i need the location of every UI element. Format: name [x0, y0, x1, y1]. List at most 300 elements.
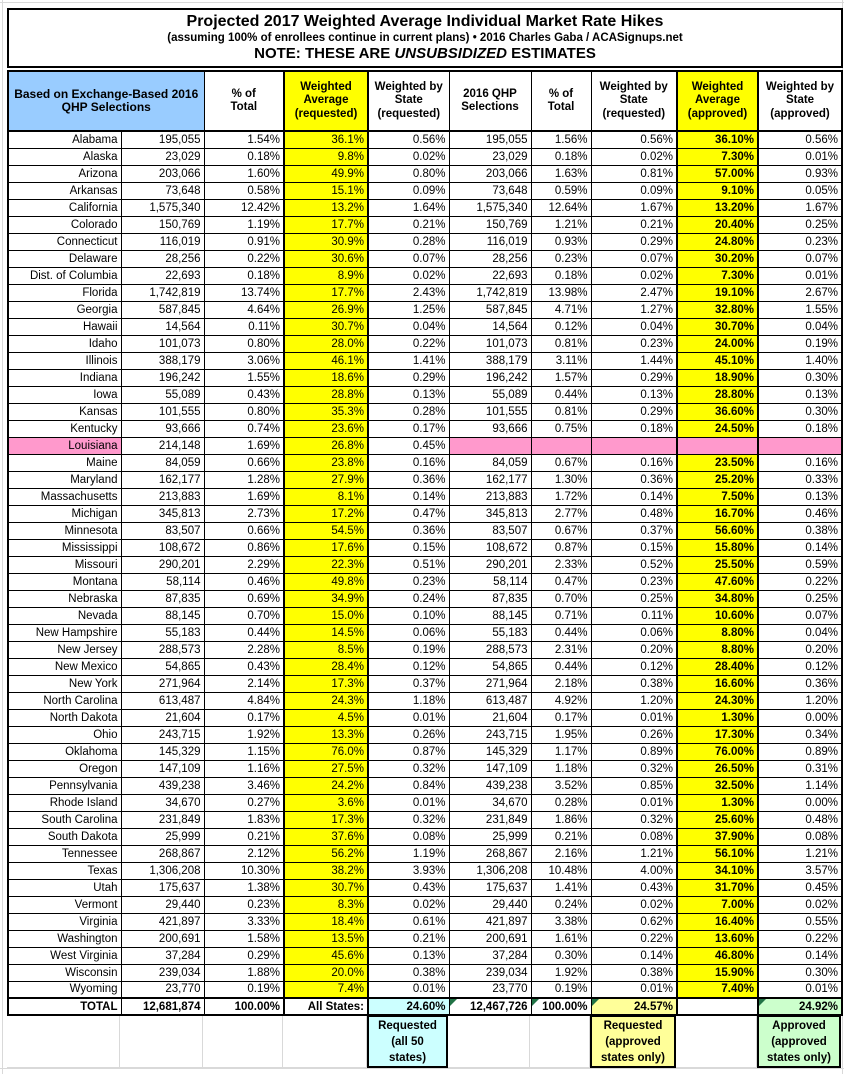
value-cell: 587,845: [449, 301, 531, 318]
footer-box-line: Approved: [772, 1020, 826, 1032]
value-cell: 0.81%: [531, 335, 591, 352]
value-cell: 388,179: [449, 352, 531, 369]
value-cell: 1.41%: [531, 879, 591, 896]
value-cell: 0.81%: [531, 403, 591, 420]
value-cell: 14.5%: [284, 624, 368, 641]
value-cell: 0.46%: [758, 505, 842, 522]
value-cell: 55,089: [449, 386, 531, 403]
value-cell: 0.32%: [591, 811, 677, 828]
value-cell: 8.9%: [284, 267, 368, 284]
value-cell: 4.84%: [204, 692, 284, 709]
value-cell: 0.16%: [368, 454, 449, 471]
value-cell: 57.00%: [677, 165, 758, 182]
state-cell: South Dakota: [8, 828, 121, 845]
value-cell: 2.47%: [591, 284, 677, 301]
table-row: [8, 199, 842, 216]
value-cell: 1.61%: [531, 930, 591, 947]
value-cell: 147,109: [121, 760, 204, 777]
note-suffix: ESTIMATES: [506, 45, 596, 62]
value-cell: 0.04%: [758, 318, 842, 335]
value-cell: 1.15%: [204, 743, 284, 760]
value-cell: [758, 437, 842, 454]
value-cell: 0.37%: [591, 522, 677, 539]
value-cell: 231,849: [121, 811, 204, 828]
value-cell: 9.10%: [677, 182, 758, 199]
value-cell: 0.06%: [368, 624, 449, 641]
footer-box-line: states): [388, 1052, 427, 1064]
value-cell: 0.71%: [531, 607, 591, 624]
footer-empty-cell: [7, 1016, 120, 1068]
state-cell: Indiana: [8, 369, 121, 386]
value-cell: 0.44%: [531, 386, 591, 403]
value-cell: 3.52%: [531, 777, 591, 794]
value-cell: 16.40%: [677, 913, 758, 930]
value-cell: 0.02%: [368, 896, 449, 913]
table-row: [8, 233, 842, 250]
value-cell: 88,145: [121, 607, 204, 624]
value-cell: 2.67%: [758, 284, 842, 301]
value-cell: 0.30%: [531, 947, 591, 964]
value-cell: 3.93%: [368, 862, 449, 879]
footer-box-line: Requested: [603, 1020, 663, 1032]
value-cell: 58,114: [121, 573, 204, 590]
state-cell: Massachusetts: [8, 488, 121, 505]
value-cell: 0.23%: [368, 573, 449, 590]
value-cell: 49.8%: [284, 573, 368, 590]
value-cell: 14,564: [449, 318, 531, 335]
value-cell: 1.21%: [758, 845, 842, 862]
value-cell: 0.18%: [531, 148, 591, 165]
value-cell: 1.60%: [204, 165, 284, 182]
value-cell: 0.12%: [758, 658, 842, 675]
footer-box-line: states only): [767, 1052, 831, 1064]
state-cell: West Virginia: [8, 947, 121, 964]
value-cell: 1.54%: [204, 131, 284, 148]
value-cell: 0.46%: [204, 573, 284, 590]
value-cell: 25.50%: [677, 556, 758, 573]
value-cell: 0.01%: [591, 794, 677, 811]
value-cell: 0.00%: [758, 709, 842, 726]
value-cell: 0.14%: [758, 539, 842, 556]
table-row: [8, 896, 842, 913]
value-cell: 14,564: [121, 318, 204, 335]
value-cell: 13.74%: [204, 284, 284, 301]
value-cell: 288,573: [449, 641, 531, 658]
state-cell: Dist. of Columbia: [8, 267, 121, 284]
value-cell: 0.87%: [531, 539, 591, 556]
value-cell: 0.58%: [204, 182, 284, 199]
value-cell: 0.93%: [531, 233, 591, 250]
value-cell: 12.64%: [531, 199, 591, 216]
value-cell: 200,691: [121, 930, 204, 947]
value-cell: 243,715: [121, 726, 204, 743]
state-cell: California: [8, 199, 121, 216]
value-cell: 54,865: [449, 658, 531, 675]
value-cell: 0.25%: [758, 216, 842, 233]
value-cell: 28,256: [121, 250, 204, 267]
value-cell: 0.08%: [368, 828, 449, 845]
table-row: [8, 573, 842, 590]
value-cell: 150,769: [121, 216, 204, 233]
value-cell: 25,999: [449, 828, 531, 845]
value-cell: 1.92%: [531, 964, 591, 981]
table-row: [8, 505, 842, 522]
table-row: [8, 556, 842, 573]
state-cell: New Mexico: [8, 658, 121, 675]
value-cell: 1.67%: [758, 199, 842, 216]
value-cell: 0.25%: [758, 590, 842, 607]
value-cell: 0.18%: [531, 267, 591, 284]
table-row: [8, 743, 842, 760]
state-cell: Colorado: [8, 216, 121, 233]
value-cell: 15.0%: [284, 607, 368, 624]
state-cell: North Dakota: [8, 709, 121, 726]
col-header-weighted-average-requested: Weighted Average (requested): [284, 71, 368, 131]
value-cell: 0.36%: [368, 471, 449, 488]
value-cell: 7.40%: [677, 981, 758, 998]
value-cell: 0.17%: [368, 420, 449, 437]
value-cell: 1.64%: [368, 199, 449, 216]
value-cell: 28.4%: [284, 658, 368, 675]
state-cell: Virginia: [8, 913, 121, 930]
value-cell: 26.9%: [284, 301, 368, 318]
value-cell: 0.34%: [758, 726, 842, 743]
value-cell: 1.57%: [531, 369, 591, 386]
header-row: [8, 71, 842, 131]
value-cell: 36.60%: [677, 403, 758, 420]
value-cell: 0.12%: [368, 658, 449, 675]
value-cell: 8.1%: [284, 488, 368, 505]
state-cell: South Carolina: [8, 811, 121, 828]
value-cell: 10.30%: [204, 862, 284, 879]
value-cell: 0.48%: [591, 505, 677, 522]
value-cell: 17.3%: [284, 675, 368, 692]
value-cell: 2.29%: [204, 556, 284, 573]
value-cell: 7.00%: [677, 896, 758, 913]
value-cell: 0.56%: [368, 131, 449, 148]
value-cell: 145,329: [449, 743, 531, 760]
total-weighted-avg-approved: 24.92%: [758, 998, 842, 1015]
value-cell: 1.30%: [531, 471, 591, 488]
value-cell: 439,238: [449, 777, 531, 794]
value-cell: 0.22%: [368, 335, 449, 352]
value-cell: 16.70%: [677, 505, 758, 522]
table-row: [8, 607, 842, 624]
value-cell: 0.75%: [531, 420, 591, 437]
state-cell: Oklahoma: [8, 743, 121, 760]
value-cell: 49.9%: [284, 165, 368, 182]
value-cell: 268,867: [449, 845, 531, 862]
value-cell: 0.86%: [204, 539, 284, 556]
value-cell: 0.19%: [368, 641, 449, 658]
value-cell: 18.6%: [284, 369, 368, 386]
value-cell: 0.69%: [204, 590, 284, 607]
value-cell: 30.7%: [284, 318, 368, 335]
value-cell: 1.95%: [531, 726, 591, 743]
value-cell: 93,666: [121, 420, 204, 437]
value-cell: 0.02%: [368, 267, 449, 284]
value-cell: 24.50%: [677, 420, 758, 437]
value-cell: 34.9%: [284, 590, 368, 607]
state-cell: New York: [8, 675, 121, 692]
value-cell: 0.91%: [204, 233, 284, 250]
value-cell: 0.48%: [758, 811, 842, 828]
value-cell: 13.3%: [284, 726, 368, 743]
value-cell: 0.31%: [758, 760, 842, 777]
table-row: [8, 675, 842, 692]
value-cell: 0.81%: [591, 165, 677, 182]
value-cell: 4.5%: [284, 709, 368, 726]
value-cell: 37.6%: [284, 828, 368, 845]
value-cell: 76.0%: [284, 743, 368, 760]
value-cell: 3.33%: [204, 913, 284, 930]
state-cell: Kansas: [8, 403, 121, 420]
value-cell: 23,029: [449, 148, 531, 165]
value-cell: [531, 437, 591, 454]
value-cell: 17.2%: [284, 505, 368, 522]
value-cell: 0.11%: [591, 607, 677, 624]
value-cell: 0.20%: [591, 641, 677, 658]
rate-hikes-table: [7, 70, 843, 1016]
state-cell: Delaware: [8, 250, 121, 267]
value-cell: 196,242: [121, 369, 204, 386]
table-row: [8, 148, 842, 165]
value-cell: 7.30%: [677, 148, 758, 165]
value-cell: 0.56%: [591, 131, 677, 148]
value-cell: 13.2%: [284, 199, 368, 216]
note-italic-word: UNSUBSIDIZED: [394, 45, 507, 62]
value-cell: [591, 437, 677, 454]
value-cell: 87,835: [121, 590, 204, 607]
value-cell: 116,019: [121, 233, 204, 250]
value-cell: 32.80%: [677, 301, 758, 318]
value-cell: 0.62%: [591, 913, 677, 930]
value-cell: 0.22%: [758, 930, 842, 947]
value-cell: 34.10%: [677, 862, 758, 879]
value-cell: 0.23%: [204, 896, 284, 913]
table-row: [8, 488, 842, 505]
value-cell: 0.43%: [591, 879, 677, 896]
state-cell: Maine: [8, 454, 121, 471]
value-cell: 32.50%: [677, 777, 758, 794]
value-cell: 0.23%: [591, 573, 677, 590]
value-cell: 2.14%: [204, 675, 284, 692]
value-cell: 1,575,340: [449, 199, 531, 216]
col-header-weighted-average-approved: Weighted Average (approved): [677, 71, 758, 131]
value-cell: 8.80%: [677, 624, 758, 641]
state-cell: Ohio: [8, 726, 121, 743]
value-cell: 15.1%: [284, 182, 368, 199]
col-header-weighted-by-state-requested-1: Weighted by State (requested): [368, 71, 449, 131]
value-cell: 175,637: [121, 879, 204, 896]
value-cell: 1,742,819: [121, 284, 204, 301]
value-cell: 73,648: [121, 182, 204, 199]
value-cell: 30.70%: [677, 318, 758, 335]
value-cell: 56.60%: [677, 522, 758, 539]
footer-empty-cell: [676, 1016, 757, 1068]
value-cell: 1.17%: [531, 743, 591, 760]
total-pct-of-total-1: 100.00%: [204, 998, 284, 1015]
value-cell: 0.36%: [591, 471, 677, 488]
footer-empty-cell: [448, 1016, 530, 1068]
state-cell: Washington: [8, 930, 121, 947]
value-cell: 0.01%: [758, 267, 842, 284]
table-row: [8, 658, 842, 675]
value-cell: 88,145: [449, 607, 531, 624]
value-cell: 84,059: [121, 454, 204, 471]
value-cell: 2.18%: [531, 675, 591, 692]
value-cell: 83,507: [121, 522, 204, 539]
value-cell: 1.67%: [591, 199, 677, 216]
value-cell: 0.26%: [368, 726, 449, 743]
value-cell: 0.43%: [368, 879, 449, 896]
value-cell: 0.29%: [591, 403, 677, 420]
value-cell: 24.00%: [677, 335, 758, 352]
value-cell: 0.21%: [591, 216, 677, 233]
value-cell: 0.17%: [531, 709, 591, 726]
value-cell: 29,440: [449, 896, 531, 913]
value-cell: 195,055: [121, 131, 204, 148]
value-cell: 56.10%: [677, 845, 758, 862]
value-cell: 22,693: [121, 267, 204, 284]
value-cell: 28.8%: [284, 386, 368, 403]
value-cell: 108,672: [121, 539, 204, 556]
value-cell: 23.6%: [284, 420, 368, 437]
table-row: [8, 726, 842, 743]
value-cell: 0.05%: [758, 182, 842, 199]
value-cell: 76.00%: [677, 743, 758, 760]
value-cell: 20.40%: [677, 216, 758, 233]
state-cell: Rhode Island: [8, 794, 121, 811]
state-cell: Illinois: [8, 352, 121, 369]
value-cell: 0.08%: [758, 828, 842, 845]
value-cell: 0.28%: [368, 233, 449, 250]
page-subtitle: (assuming 100% of enrollees continue in current plans) • 2016 Charles Gaba / ACASignups.net: [167, 32, 683, 44]
value-cell: 17.6%: [284, 539, 368, 556]
table-row: [8, 250, 842, 267]
value-cell: 0.56%: [758, 131, 842, 148]
value-cell: 4.00%: [591, 862, 677, 879]
value-cell: 0.13%: [591, 386, 677, 403]
value-cell: 1.44%: [591, 352, 677, 369]
value-cell: 0.21%: [368, 930, 449, 947]
value-cell: 37,284: [121, 947, 204, 964]
state-cell: North Carolina: [8, 692, 121, 709]
col-header-pct-of-total-2: % of Total: [531, 71, 591, 131]
value-cell: 1,575,340: [121, 199, 204, 216]
sheet-gridline-bottom: [0, 1068, 844, 1069]
value-cell: 28.80%: [677, 386, 758, 403]
value-cell: 0.07%: [758, 250, 842, 267]
state-cell: Montana: [8, 573, 121, 590]
table-row: [8, 590, 842, 607]
rate-hike-report: [7, 8, 843, 1068]
value-cell: 0.23%: [758, 233, 842, 250]
value-cell: 0.29%: [368, 369, 449, 386]
value-cell: 0.04%: [368, 318, 449, 335]
value-cell: 34,670: [121, 794, 204, 811]
state-cell: Iowa: [8, 386, 121, 403]
value-cell: 17.7%: [284, 216, 368, 233]
value-cell: 55,183: [121, 624, 204, 641]
value-cell: 0.32%: [368, 760, 449, 777]
value-cell: 29,440: [121, 896, 204, 913]
value-cell: 243,715: [449, 726, 531, 743]
value-cell: 203,066: [449, 165, 531, 182]
value-cell: 0.18%: [758, 420, 842, 437]
value-cell: 0.84%: [368, 777, 449, 794]
value-cell: 1.55%: [758, 301, 842, 318]
value-cell: 22.3%: [284, 556, 368, 573]
value-cell: 12.42%: [204, 199, 284, 216]
value-cell: 10.60%: [677, 607, 758, 624]
value-cell: 0.13%: [758, 386, 842, 403]
table-row: [8, 709, 842, 726]
value-cell: 0.51%: [368, 556, 449, 573]
value-cell: 0.47%: [368, 505, 449, 522]
table-row: [8, 182, 842, 199]
value-cell: 1.19%: [204, 216, 284, 233]
state-cell: Maryland: [8, 471, 121, 488]
footer-empty-cell: [203, 1016, 283, 1068]
state-cell: New Hampshire: [8, 624, 121, 641]
value-cell: 0.19%: [758, 335, 842, 352]
value-cell: 25,999: [121, 828, 204, 845]
value-cell: 26.8%: [284, 437, 368, 454]
value-cell: 1.69%: [204, 488, 284, 505]
state-cell: Arkansas: [8, 182, 121, 199]
value-cell: 35.3%: [284, 403, 368, 420]
value-cell: 0.14%: [368, 488, 449, 505]
state-cell: Wyoming: [8, 981, 121, 998]
col-header-2016-qhp-selections: 2016 QHP Selections: [449, 71, 531, 131]
value-cell: 0.18%: [204, 267, 284, 284]
value-cell: 30.20%: [677, 250, 758, 267]
value-cell: 73,648: [449, 182, 531, 199]
state-cell: Minnesota: [8, 522, 121, 539]
value-cell: 34,670: [449, 794, 531, 811]
table-body: [8, 131, 842, 998]
state-cell: Pennsylvania: [8, 777, 121, 794]
value-cell: 0.80%: [368, 165, 449, 182]
table-row: [8, 964, 842, 981]
value-cell: 0.30%: [758, 403, 842, 420]
value-cell: 3.38%: [531, 913, 591, 930]
value-cell: 388,179: [121, 352, 204, 369]
value-cell: 0.22%: [204, 250, 284, 267]
value-cell: 24.2%: [284, 777, 368, 794]
table-row: [8, 862, 842, 879]
value-cell: 0.25%: [591, 590, 677, 607]
value-cell: 0.85%: [591, 777, 677, 794]
value-cell: 23,770: [121, 981, 204, 998]
value-cell: 1,306,208: [121, 862, 204, 879]
value-cell: 0.37%: [368, 675, 449, 692]
footer-box-approved-approved-states: [757, 1016, 841, 1068]
value-cell: 0.01%: [591, 981, 677, 998]
footer-box-line: (approved: [771, 1036, 827, 1048]
value-cell: 0.18%: [204, 148, 284, 165]
value-cell: 0.08%: [591, 828, 677, 845]
value-cell: 101,555: [121, 403, 204, 420]
value-cell: 0.14%: [591, 488, 677, 505]
value-cell: 31.70%: [677, 879, 758, 896]
total-row: [8, 998, 842, 1015]
value-cell: 0.02%: [591, 148, 677, 165]
value-cell: 239,034: [449, 964, 531, 981]
value-cell: 0.23%: [591, 335, 677, 352]
value-cell: 0.38%: [758, 522, 842, 539]
